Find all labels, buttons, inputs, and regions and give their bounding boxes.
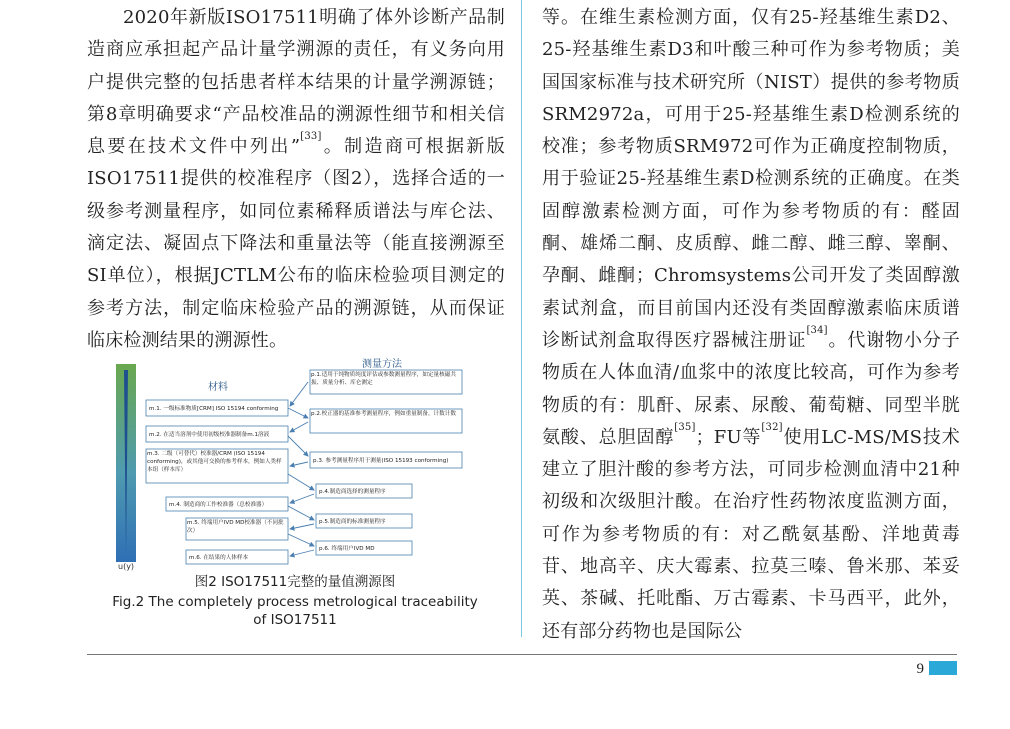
material-box-m1	[146, 400, 288, 416]
method-text-p5: p.5.制造商的标准测量程序	[319, 519, 386, 525]
method-text-p2: p.2.校正器的基准参考测量程序，例如重量制备，计数计数	[311, 411, 456, 417]
method-box-p1	[310, 370, 462, 394]
figure-2	[100, 356, 510, 636]
materials-heading: 材料	[208, 382, 228, 393]
citation-34[interactable]: [34]	[806, 324, 828, 336]
material-text-m3: m.3. 二级（可替代）校准器/CRM (ISO 15194 conforming)，或其他可交换的参考样本，例如人类样本组（样本库）	[147, 451, 282, 473]
right-text-2: 。代谢物小分子物质在人体血清/血浆中的浓度比较高，可作为参考物质的有：肌酐、尿素、尿酸、葡萄糖、同型半胱氨酸、总胆固醇	[542, 329, 960, 448]
material-box-m4	[166, 497, 288, 511]
methods-heading: 测量方法	[362, 359, 402, 370]
right-column	[542, 2, 960, 648]
right-paragraph	[542, 2, 960, 648]
uy-label: u(y)	[118, 562, 135, 571]
method-text-p4: p.4.制造商选择的测量程序	[319, 489, 386, 495]
right-text-4: 使用LC-MS/MS技术建立了胆汁酸的参考方法，可同步检测血清中21种初级和次级胆汁酸。在治疗性药物浓度监测方面，可作为参考物质的有：对乙酰氨基酚、洋地黄毒苷、地高辛、庆大霉素、拉莫三嗪、鲁米那、苯妥英、茶碱、托吡酯、万古霉素、卡马西平，此外，还有部分药物也是国际公	[542, 426, 960, 642]
traceability-diagram	[100, 356, 480, 572]
method-box-p6	[316, 541, 412, 555]
right-text-1: 等。在维生素检测方面，仅有25-羟基维生素D2、25-羟基维生素D3和叶酸三种可作为参考物质；美国国家标准与技术研究所（NIST）提供的参考物质SRM2972a，可用于25-羟基维生素D检测系统的校准；参考物质SRM972可作为正确度控制物质，用于验证25-羟基维生素D检测系统的正确度。在类固醇激素检测方面，可作为参考物质的有：醛固酮、雄烯二酮、皮质醇、雌二醇、雌三醇、睾酮、孕酮、雌酮；Chromsystems公司开发了类固醇激素试剂盒，而目前国内还没有类固醇激素临床质谱诊断试剂盒取得医疗器械注册证	[542, 7, 960, 351]
material-box-m5	[186, 518, 288, 540]
page-number: 9	[916, 661, 924, 677]
figure-caption-en-line2: of ISO17511	[253, 612, 337, 628]
figure-caption-cn: 图2 ISO17511完整的量值溯源图	[194, 574, 396, 590]
material-text-m6: m.6. 在结果的人体样本	[189, 555, 249, 561]
material-text-m4: m.4. 制造商的工作校准器（总校准器）	[169, 502, 268, 508]
left-column	[87, 2, 505, 357]
left-paragraph	[87, 2, 505, 357]
method-box-p3	[310, 452, 462, 468]
method-text-p1: p.1.适用于纯物质纯度评估或参数测量程序，如定量核磁共振、质量分析、库仑测定	[311, 372, 456, 386]
figure-caption-en	[100, 593, 490, 629]
citation-33[interactable]: [33]	[300, 131, 322, 143]
method-box-p4	[316, 484, 412, 498]
material-text-m1: m.1. 一级标准物质[CRM] ISO 15194 conforming	[149, 406, 279, 412]
method-text-p3: p.3. 参考测量程序用于测量(ISO 15193 conforming)	[313, 458, 449, 464]
method-text-p6: p.6. 终端用户IVD MD	[319, 546, 375, 552]
method-box-p2	[310, 409, 462, 433]
diagram-arrows	[288, 382, 314, 556]
figure-caption-en-line1: Fig.2 The completely process metrological traceability	[112, 594, 478, 610]
left-text-1: 2020年新版ISO17511明确了体外诊断产品制造商应承担起产品计量学溯源的责任，有义务向用户提供完整的包括患者样本结果的计量学溯源链；第8章明确要求“产品校准品的溯源性细节和相关信息要在技术文件中列出”	[87, 7, 505, 158]
method-box-p5	[316, 514, 412, 528]
right-text-3: ；FU等	[695, 426, 762, 448]
citation-32[interactable]: [32]	[761, 421, 783, 433]
column-divider	[521, 0, 522, 637]
material-box-m3	[146, 449, 288, 483]
material-box-m2	[146, 426, 288, 442]
footer-rule	[87, 654, 957, 655]
material-text-m5: m.5. 终端用户IVD MD校准器（不同批次）	[187, 520, 284, 534]
page-tab-accent	[929, 661, 957, 675]
material-box-m6	[186, 550, 288, 564]
left-text-2: 。制造商可根据新版ISO17511提供的校准程序（图2），选择合适的一级参考测量程序，如同位素稀释质谱法与库仑法、滴定法、凝固点下降法和重量法等（能直接溯源至SI单位），根据JCTLM公布的临床检验项目测定的参考方法，制定临床检验产品的溯源链，从而保证临床检测结果的溯源性。	[87, 136, 505, 351]
citation-35[interactable]: [35]	[674, 421, 696, 433]
material-text-m2: m.2. 在适当溶剂中使用初级校准器制备m.1溶液	[149, 432, 270, 438]
